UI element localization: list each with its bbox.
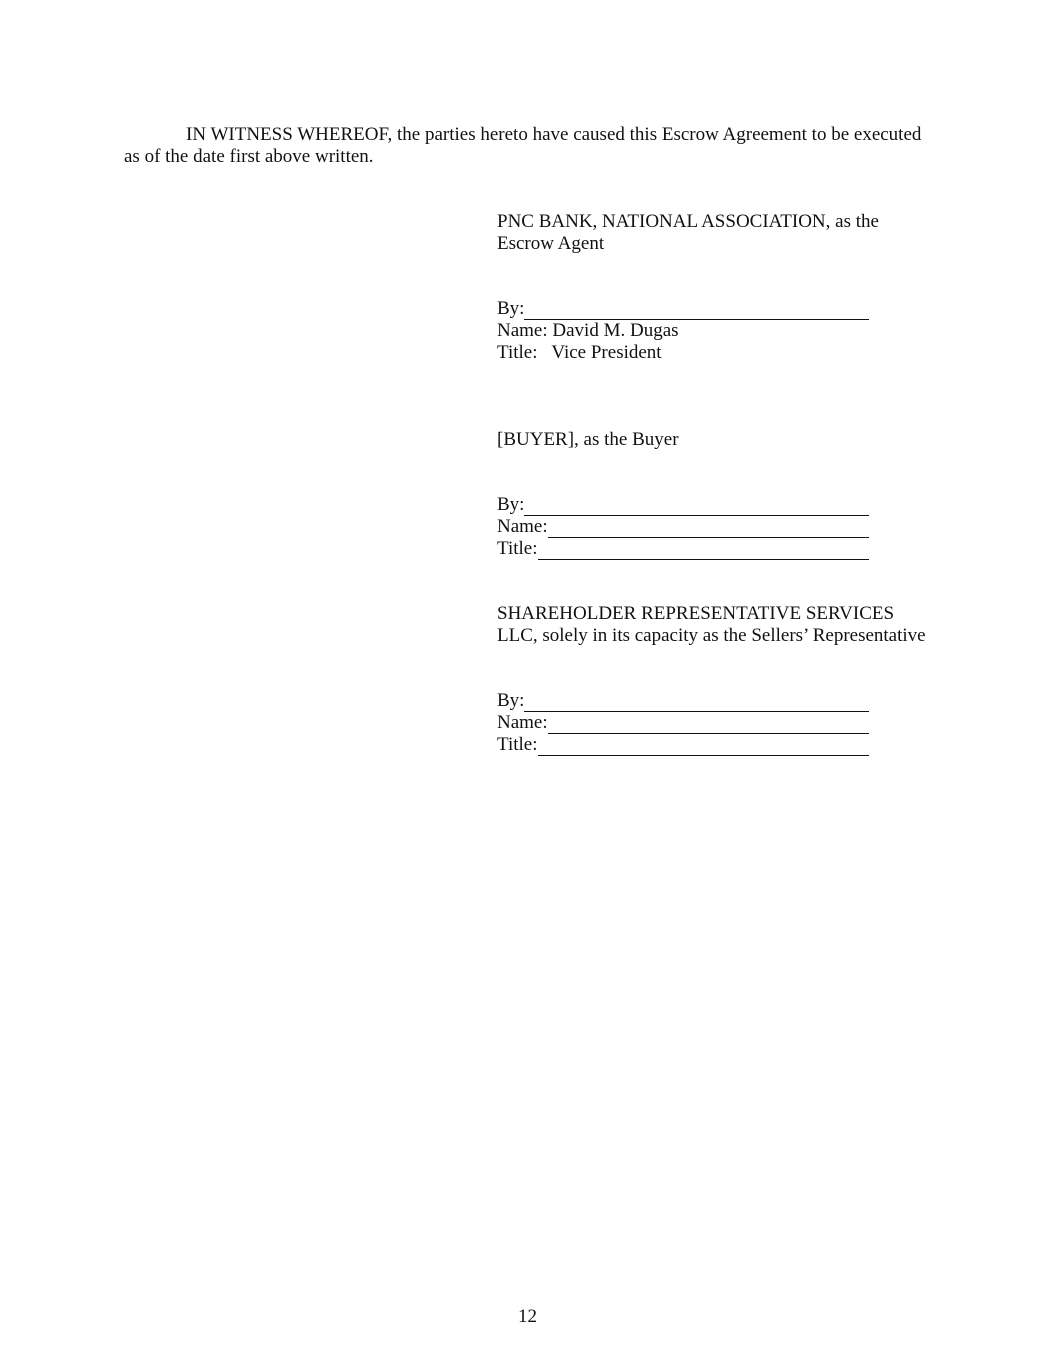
buyer-title-rule bbox=[538, 542, 870, 560]
sellers-rep-by-rule bbox=[524, 694, 869, 712]
escrow-agent-name: Name: David M. Dugas bbox=[497, 320, 679, 341]
buyer-signature-block bbox=[497, 429, 937, 451]
buyer-name-rule bbox=[548, 520, 869, 538]
buyer-title-line bbox=[497, 538, 869, 560]
buyer-title-label: Title: bbox=[497, 538, 538, 559]
escrow-agent-signature-block bbox=[497, 211, 937, 255]
escrow-agent-signature-rule bbox=[524, 302, 869, 320]
sellers-rep-name-rule bbox=[548, 716, 869, 734]
buyer-signature-lines bbox=[497, 494, 937, 560]
sellers-rep-title-line bbox=[497, 734, 869, 756]
sellers-rep-title-rule bbox=[538, 738, 870, 756]
sellers-rep-title-label: Title: bbox=[497, 734, 538, 755]
escrow-agent-party-line-2: Escrow Agent bbox=[497, 233, 605, 254]
buyer-party-line: [BUYER], as the Buyer bbox=[497, 429, 679, 450]
buyer-by-line bbox=[497, 494, 869, 516]
sellers-rep-party-line-2: LLC, solely in its capacity as the Sellers’ Representative bbox=[497, 625, 926, 646]
buyer-by-rule bbox=[524, 498, 869, 516]
escrow-agent-signature-lines bbox=[497, 298, 937, 364]
page-number: 12 bbox=[518, 1306, 537, 1327]
sellers-rep-by-line bbox=[497, 690, 869, 712]
buyer-by-label: By: bbox=[497, 494, 525, 515]
escrow-agent-by-label: By: bbox=[497, 298, 525, 319]
sellers-rep-name-label: Name: bbox=[497, 712, 548, 733]
escrow-agent-party-line-1: PNC BANK, NATIONAL ASSOCIATION, as the bbox=[497, 211, 879, 232]
escrow-agent-by-line bbox=[497, 298, 869, 320]
escrow-agent-title: Title: Vice President bbox=[497, 342, 662, 363]
sellers-rep-signature-lines bbox=[497, 690, 937, 756]
witness-clause bbox=[124, 124, 934, 168]
sellers-rep-name-line bbox=[497, 712, 869, 734]
buyer-name-line bbox=[497, 516, 869, 538]
sellers-rep-by-label: By: bbox=[497, 690, 525, 711]
buyer-name-label: Name: bbox=[497, 516, 548, 537]
witness-text: IN WITNESS WHEREOF, the parties hereto have caused this Escrow Agreement to be executed as of the date first above written. bbox=[124, 124, 922, 167]
sellers-rep-signature-block bbox=[497, 603, 937, 647]
sellers-rep-party-line-1: SHAREHOLDER REPRESENTATIVE SERVICES bbox=[497, 603, 895, 624]
